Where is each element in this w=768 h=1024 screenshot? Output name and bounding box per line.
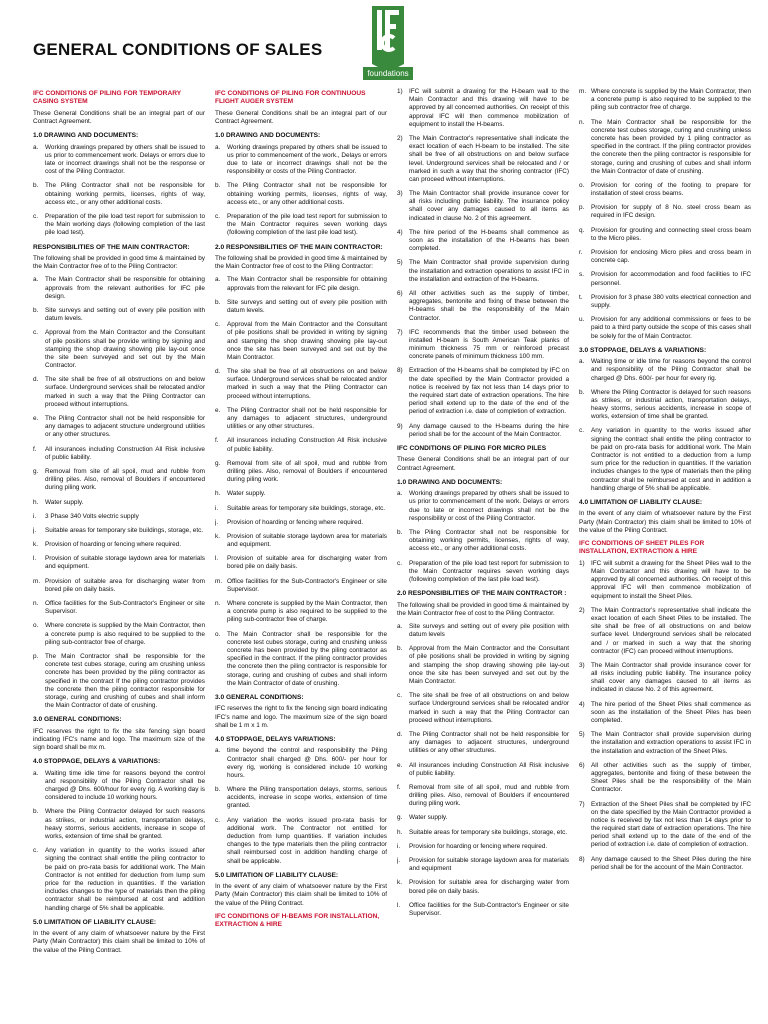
clause-item — [579, 316, 751, 341]
paragraph: These General Conditions shall be an integral part of our Contract Agreement. — [33, 109, 205, 126]
clause-text: The Main Contractor shall provide supervision during the installation and extraction operations to assist IFC in the installation and extraction of the H-beams. — [409, 259, 569, 283]
paragraph: IFC reserves the right to fix the fencing sign board indicating IFC's name and logo. The maximum size of the sign board shall be 1 m x 1 m. — [215, 705, 387, 729]
clause-text: Working drawings prepared by others shall be issued to us prior to commencement work. Delays or errors due to late or incorrect drawings shall not be the response or cost of the Piling Contractor. — [45, 143, 205, 176]
paragraph: The following shall be provided in good time & maintained by the Main Contractor free of cost to the Piling Contractor. — [397, 601, 569, 617]
clause-text: Provision for coring of the footing to prepare for installation of steel cross beams. — [591, 181, 751, 198]
clause-item — [579, 204, 751, 220]
clause-marker: l. — [397, 901, 401, 909]
clause-marker: o. — [33, 622, 39, 630]
clause-item — [33, 446, 205, 462]
clause-item — [215, 519, 387, 527]
clause-marker: 6) — [579, 761, 585, 769]
clause-text: Any variation the works issued pro-rata basis for additional work. The Contractor not entitled for deduction from lump quantities. If variation includes changes to the type materials then the piling contractor shall reimbursed cost in addition handling charge of shall be applicable. — [227, 816, 387, 865]
clause-item — [397, 259, 569, 284]
clause-marker: d. — [33, 376, 39, 384]
clause-item — [397, 731, 569, 756]
clause-text: Suitable areas for temporary site buildings, storage, etc. — [45, 526, 204, 534]
clause-marker: f. — [33, 445, 37, 453]
clause-marker: j. — [33, 526, 37, 534]
clause-text: The Piling Contractor shall not be responsible for obtaining working permits, licenses, rights of way, access etc., or any other additional costs. — [409, 528, 569, 553]
clause-marker: 9) — [397, 422, 403, 430]
clause-text: The Main Contractor shall be responsible for the concrete test cubes storage, curing and crushing unless concrete has been provided by the piling contractor as specified in the contract. If the piling contractor provides the concrete then the piling contractor is responsible for storage, curing and crushing of cubes and shall inform the Main Contractor of date of crushing. — [227, 630, 387, 687]
clause-marker: b. — [397, 645, 403, 653]
clause-text: Extraction of the H-beams shall be completed by IFC on the date specified by the Main Contractor provided a notice is received by fax not less than 14 days prior to the required start date of extraction operations. The hire period shall extend up to the date of the end of the period of extraction i.e. date of completion of extraction. — [409, 367, 569, 416]
clause-marker: l. — [33, 555, 37, 563]
clause-item — [33, 653, 205, 710]
clause-marker: 4) — [579, 700, 585, 708]
clause-text: Where concrete is supplied by the Main Contractor, then a concrete pump is also required to be supplied to the piling sub-contractor free of charge. — [227, 600, 387, 624]
clause-marker: 3) — [579, 661, 585, 669]
clause-marker: i. — [397, 842, 401, 850]
clause-text: Removal from site of all spoil, mud and rubble from drilling piles. Also, removal of Boulders if encountered during piling work. — [409, 783, 569, 808]
clause-text: IFC will submit a drawing for the H-beam wall to the Main Contractor and this drawing will have to be approved by all concerned authorities. On receipt of this approval IFC will then commence mobilization of equipment to install the H-beams. — [409, 88, 569, 128]
clause-item — [397, 857, 569, 873]
clause-marker: h. — [33, 498, 39, 506]
clause-item — [215, 747, 387, 780]
clause-text: Where the Piling Contractor delayed for such reasons as strikes, or industrial action, transportation delays, heavy storms, serious accidents, increase in scope of works, extension of time shall be granted. — [45, 808, 205, 840]
clause-text: Where concrete is supplied by the Main Contractor, then a concrete pump is also required to be supplied to the piling sub-contractor free of charge. — [45, 622, 205, 646]
clause-item — [215, 505, 387, 513]
clause-item — [33, 808, 205, 841]
column-1 — [33, 88, 205, 1018]
clause-text: Preparation of the pile load test report for submission to the Main working days (following completion of the last pile load test). — [45, 213, 205, 237]
clause-marker: c. — [215, 213, 220, 220]
clause-item — [579, 731, 751, 756]
clause-text: The site shall be free of all obstructions on and below surface Underground services shall be relocated and/or marked in such a way that the Piling Contractor can proceed without interruptions. — [409, 692, 569, 724]
paragraph: In the event of any claim of whatsoever nature by the First Party (Main Contractor) this claim shall be limited to 10% of the value of the Piling Contract. — [215, 883, 387, 907]
clause-item — [33, 182, 205, 207]
clause-marker: a. — [579, 358, 585, 366]
clause-text: The Main Contractor's representative shall indicate the exact location of each Sheet Piles to be installed. The site shall be free of all obstructions on and below surface level. Underground services shall be relocated and / or marked in such a way that the shoring contractor (IFC) can proceed without interruptions. — [591, 606, 751, 655]
clause-text: Working drawings prepared by others shall be issued to us prior to commencement of the work. Delays or errors due to late or incorrect drawings shall not be the responsibility or cost of the Piling Contractor. — [409, 490, 569, 522]
clause-text: Provision of suitable area for discharging water from bored pile on daily basis. — [227, 555, 387, 571]
clause-marker: q. — [579, 226, 585, 234]
clause-item — [397, 784, 569, 809]
clause-text: Provision for suitable storage laydown area for materials and equipment — [409, 857, 569, 873]
clause-text: The hire period of the H-beams shall commence as soon as the installation of the H-beams has been completed. — [409, 228, 569, 253]
clause-marker: e. — [215, 406, 221, 414]
clause-item — [579, 271, 751, 287]
clause-marker: d. — [215, 368, 221, 376]
clause-text: The Piling Contractor shall not be held responsible for any damages to adjacent structures, underground utilities or any other structures. — [409, 730, 569, 755]
clause-text: Provision of hoarding or fencing where required. — [227, 518, 364, 526]
clause-text: All other activities such as the supply of timber, aggregates, bentonite and fixing of these between the H-beams shall be the responsibility of the Main Contractor. — [409, 289, 569, 322]
clause-text: Extraction of the Sheet Piles shall be completed by IFC on the date specified by the Main Contractor provided a notice is received by fax not less than 14 days prior to the required start date of extraction operations. The hire period shall extend up to the date of the end of the period of extraction i.e. date of completion of extraction. — [591, 800, 751, 849]
clause-item — [397, 692, 569, 725]
clause-marker: g. — [397, 814, 403, 822]
clause-text: The Main Contractor shall be responsible for the concrete test cubes storage, curing am crushing unless concrete has been provided by the piling contractor as specified in the contract If the piling contractor provides the concrete then the piling contractor responsible for storage, curing and crushing of cubes and shall inform the Main Contractor of date of crushing. — [45, 652, 205, 710]
clause-text: Provision for suitable area for discharging water from bored pile on daily basis. — [409, 879, 569, 895]
clause-marker: 6) — [397, 289, 403, 297]
clause-item — [579, 607, 751, 656]
clause-text: IFC recommends that the timber used between the installed H-beam is South American Teak planks of minimum thickness 75 mm or reinforced precast concrete panels of minimum thickness 100 mm. — [409, 328, 569, 361]
clause-item — [33, 213, 205, 238]
clause-item — [33, 144, 205, 177]
clause-marker: a. — [33, 143, 39, 151]
clause-text: IFC will submit a drawing for the Sheet Piles wall to the Main Contractor and this drawing will have to be approved by all concerned authorities. On receipt of this approval IFC will then commence mobilization of equipment to install the Sheet Piles. — [591, 559, 751, 600]
clause-marker: 1) — [579, 559, 585, 567]
clause-text: Approval from the Main Contractor and the Consultant of pile positions shall be provide writing by signing and stamping the shop drawing showing pile lay-out once the site been surveyed and set out by the Main Contractor. — [45, 329, 205, 370]
clause-item — [397, 135, 569, 184]
conditions-columns — [33, 88, 753, 1018]
clause-marker: 8) — [579, 855, 585, 863]
clause-marker: 4) — [397, 228, 403, 236]
clause-item — [579, 182, 751, 198]
clause-text: The Piling Contractor shall not be held responsible for any damages to adjacent structures, underground utilities or any other structures. — [227, 406, 387, 431]
clause-item — [215, 437, 387, 453]
clause-item — [579, 427, 751, 493]
clause-marker: 5) — [397, 259, 403, 267]
clause-text: The Main Contractor shall be responsible for the concrete test cubes storage, curing and crushing unless concrete has been provided by 1 piling contractor as specified in the contract. If the piling contractor provides the concrete then the piling contractor is responsible for storage, curing and crushing of cubes and shall inform the Main Contractor of date of crushing. — [591, 118, 751, 175]
clause-marker: h. — [215, 490, 221, 498]
clause-marker: t. — [579, 293, 583, 301]
clause-item — [33, 468, 205, 493]
clause-item — [33, 555, 205, 571]
clause-marker: g. — [33, 467, 39, 475]
clause-text: Approval from the Main Contractor and the Consultant of pile positions shall be provided in writing by signing and stamping the shop drawing showing pile lay-out once the site has been surveyed and set out by the Main Contractor. — [227, 321, 387, 361]
clause-item — [33, 622, 205, 647]
clause-item — [579, 358, 751, 383]
clause-text: Any variation in quantity to the works issued after signing the contract shall entitle the piling contractor to be paid on pro-rata basis for additional work. The Main Contractor is not entitled for deduction from lump sum price for the reduction in quantities. If the variation includes changes to the type of materials then the piling contractor shall be reimbursed at cost and addition handling charge of 5% shall be applicable. — [45, 847, 205, 912]
clause-text: All insurances including Construction All Risk inclusive of public liability. — [227, 437, 387, 453]
clause-marker: e. — [397, 761, 403, 769]
clause-marker: n. — [215, 600, 221, 607]
clause-item — [33, 376, 205, 409]
clause-text: Site surveys and setting out of every pile position with datum levels. — [227, 298, 387, 314]
clause-item — [33, 770, 205, 803]
section-heading: 1.0 DRAWING AND DOCUMENTS: — [397, 478, 503, 486]
section-heading: 4.0 LIMITATION OF LIABILITY CLAUSE: — [579, 498, 703, 506]
clause-item — [579, 119, 751, 176]
clause-marker: k. — [215, 532, 220, 540]
clause-marker: b. — [215, 298, 221, 306]
clause-marker: i. — [215, 504, 219, 512]
clause-marker: e. — [33, 415, 39, 422]
clause-item — [397, 843, 569, 851]
clause-marker: m. — [579, 88, 587, 95]
clause-text: Waiting time idle time for reasons beyond the control and responsibility of the Piling Contractor shall be charged @ Dhs. 600/hour for every rig. A working day is considered to include 10 working hours. — [45, 769, 205, 802]
clause-text: The Main Contractor shall provide supervision during the installation and extraction operations to assist IFC in the installation and extraction of the Sheet Piles. — [591, 731, 751, 755]
clause-item — [33, 541, 205, 549]
clause-marker: 2) — [397, 134, 403, 142]
clause-marker: c. — [33, 847, 38, 855]
clause-text: The Main Contractor shall provide insurance cover for all risks including public liability. The insurance policy shall cover any damages caused to all items as indicated in clause No. 2 of this agreement. — [409, 190, 569, 222]
clause-marker: a. — [215, 276, 221, 284]
clause-item — [33, 329, 205, 370]
clause-marker: n. — [33, 600, 39, 607]
clause-marker: 7) — [579, 800, 585, 808]
clause-marker: c. — [33, 329, 38, 337]
clause-marker: a. — [215, 747, 221, 755]
clause-item — [215, 182, 387, 207]
section-heading: 2.0 RESPONSIBILITIES OF THE MAIN CONTRACTOR: — [215, 243, 383, 251]
clause-item — [33, 415, 205, 440]
clause-item — [215, 321, 387, 362]
clause-marker: r. — [579, 249, 583, 256]
clause-marker: f. — [215, 437, 219, 445]
clause-item — [397, 560, 569, 585]
clause-item — [579, 227, 751, 243]
clause-text: The Main Contractor shall be responsible for obtaining approvals from the relevant for IFC pile design. — [227, 276, 387, 292]
paragraph: These General Conditions shall be an integral part of our Contract Agreement. — [397, 456, 569, 472]
clause-text: Office facilities for the Sub-Contractor's Engineer or site Supervisor. — [45, 600, 205, 616]
clause-text: Water supply. — [45, 498, 84, 506]
clause-item — [397, 490, 569, 523]
clause-item — [579, 801, 751, 850]
clause-marker: b. — [33, 182, 39, 190]
section-title: IFC CONDITIONS OF SHEET PILES FOR INSTALLATION, EXTRACTION & HIRE — [579, 539, 705, 556]
clause-text: Provision of suitable area for discharging water from bored pile on daily basis. — [45, 577, 205, 593]
section-heading: 3.0 STOPPAGE, DELAYS & VARIATIONS: — [579, 346, 707, 354]
clause-item — [397, 367, 569, 416]
clause-item — [215, 786, 387, 811]
clause-item — [215, 407, 387, 432]
clause-item — [579, 294, 751, 310]
clause-item — [397, 829, 569, 837]
clause-item — [397, 229, 569, 254]
clause-text: The Main Contractor's representative shall indicate the exact location of each H-beam to be installed. The site shall be free of all obstructions on and below surface level. Underground services shall be relocated and / or marked in such a way that the shoring contractor (IFC) can proceed without interruptions. — [409, 134, 569, 183]
clause-marker: s. — [579, 271, 584, 279]
clause-text: The Piling Contractor shall not be held responsible for any damages to adjacent structure underground utilities or any other structures. — [45, 415, 205, 439]
clause-text: Provision of suitable storage laydown area for materials and equipment. — [45, 555, 205, 571]
clause-text: Site surveys and setting out of every pile position with datum levels — [409, 622, 569, 639]
clause-text: Any damage caused to the H-beams during the hire period shall be for the account of the Main Contractor. — [409, 422, 569, 438]
clause-marker: o. — [215, 630, 221, 638]
clause-text: The Piling Contractor shall not be responsible for obtaining working permits, licenses, rights of way, access etc., or any other additional costs. — [45, 182, 205, 206]
clause-marker: i. — [33, 512, 37, 520]
clause-item — [215, 600, 387, 625]
clause-marker: n. — [579, 118, 585, 126]
clause-item — [33, 600, 205, 616]
clause-text: Preparation of the pile load test report for submission to the Main Contractor requires seven working days (following completion of the last pile load test). — [409, 559, 569, 583]
clause-text: The Main Contractor shall be responsible for obtaining approvals from the relevant authorities for IFC pile design. — [45, 276, 205, 300]
clause-item — [215, 276, 387, 292]
clause-item — [215, 299, 387, 315]
clause-text: Water supply. — [409, 814, 448, 822]
clause-marker: c. — [397, 559, 402, 567]
clause-text: Where the Piling transportation delays, storms, serious accidents, increase in scope works, extension of time granted. — [227, 786, 387, 810]
clause-marker: 3) — [397, 190, 403, 198]
clause-item — [579, 662, 751, 695]
clause-item — [397, 423, 569, 439]
clause-marker: c. — [33, 213, 38, 220]
clause-item — [215, 368, 387, 401]
clause-marker: c. — [579, 427, 584, 435]
clause-text: Where concrete is supplied by the Main Contractor, then a concrete pump is also required to be supplied to the piling sub contractor free of charge. — [591, 88, 751, 112]
clause-item — [215, 213, 387, 238]
clause-item — [397, 645, 569, 686]
clause-marker: a. — [33, 769, 39, 777]
clause-item — [579, 389, 751, 422]
clause-text: Preparation of the pile load test report for submission to the Main Contractor requires seven working days (following completion of the last pile load test). — [227, 213, 387, 237]
clause-marker: p. — [579, 204, 585, 212]
clause-item — [33, 847, 205, 913]
clause-marker: a. — [215, 143, 221, 151]
section-heading: 3.0 GENERAL CONDITIONS: — [33, 716, 122, 724]
clause-item — [579, 762, 751, 795]
clause-item — [215, 533, 387, 549]
clause-text: Provision for supply of 8 No. steel cross beam as required in IFC design. — [591, 204, 751, 220]
clause-text: Approval from the Main Contractor and the Consultant of pile positions shall be provided in writing by signing and stamping the shop drawing showing pile lay-out once the site has been surveyed and set out by the Main Contractor. — [409, 645, 569, 685]
paragraph: The following shall be provided in good time & maintained by the Main Contractor free of to the Piling Contractor: — [33, 255, 205, 271]
clause-text: Provision for grouting and connecting steel cross beam to the Micro piles. — [591, 226, 751, 242]
clause-text: All other activities such as the supply of timber, aggregates, bentonite and fixing of these between the Sheet Piles shall be the responsibility of the Main Contractor. — [591, 761, 751, 794]
clause-marker: k. — [397, 879, 402, 887]
clause-marker: b. — [33, 808, 39, 816]
column-3 — [397, 88, 569, 1018]
clause-text: Where the Piling Contractor is delayed for such reasons as strikes, or industrial action, transportation delays, heavy storms, serious accidents, increase in scope of works, extension of time shall be granted. — [591, 388, 751, 421]
clause-marker: p. — [33, 652, 39, 660]
clause-marker: f. — [397, 783, 401, 791]
clause-text: The hire period of the Sheet Piles shall commence as soon as the installation of the Sheet Piles has been completed. — [591, 700, 751, 724]
clause-item — [215, 631, 387, 688]
clause-item — [579, 856, 751, 872]
clause-marker: m. — [215, 577, 223, 585]
clause-item — [397, 879, 569, 895]
clause-item — [397, 902, 569, 918]
clause-marker: u. — [579, 316, 585, 324]
section-heading: 4.0 STOPPAGE, DELAYS & VARIATIONS: — [33, 758, 161, 766]
clause-text: Any variation in quantity to the works issued after signing the contract shall entitle the piling contractor to be paid on pro-rata basis for additional work. The Main Contractor is not entitled to a deduction from a lump sum price for the reduction in quantities. If the variation includes changes to the type of materials then the piling contractor shall be reimbursed at cost and in addition a handling charge of 5% shall be applicable. — [591, 427, 751, 492]
clause-marker: l. — [215, 555, 219, 563]
section-heading: IFC CONDITIONS OF PILING FOR MICRO PILES — [397, 444, 547, 452]
clause-text: Office facilities for the Sub-Contractor's Engineer or site Supervisor. — [227, 577, 387, 593]
clause-text: Provision for accommodation and food facilities to IFC personnel. — [591, 271, 751, 287]
section-heading: 4.0 STOPPAGE, DELAYS VARIATIONS: — [215, 735, 336, 743]
clause-marker: c. — [215, 816, 220, 824]
section-heading: 1.0 DRAWING AND DOCUMENTS: — [33, 132, 139, 140]
column-2 — [215, 88, 387, 1018]
clause-item — [33, 578, 205, 594]
clause-text: Water supply. — [227, 490, 266, 498]
section-heading: 2.0 RESPONSIBILITIES OF THE MAIN CONTRACTOR : — [397, 590, 567, 598]
paragraph: In the event of any claim of whatsoever nature by the First Party (Main Contractor) this claim shall be limited to 10% of the value of the Piling Contract. — [579, 510, 751, 534]
clause-marker: o. — [579, 181, 585, 189]
clause-item — [397, 762, 569, 778]
clause-marker: 5) — [579, 731, 585, 739]
clause-text: Removal from site of all spoil, mud and rubble from drilling piles. Also, removal of Boulders if encountered during piling work. — [227, 459, 387, 484]
clause-text: Provision of suitable storage laydown area for materials and equipment. — [227, 532, 387, 549]
clause-marker: b. — [397, 528, 403, 536]
clause-text: 3 Phase 340 Volts electric supply — [45, 512, 139, 520]
clause-marker: c. — [397, 692, 402, 700]
section-heading: 5.0 LIMITATION OF LIABILITY CLAUSE: — [215, 871, 339, 879]
paragraph: The following shall be provided in good time & maintained by the Main Contractor free of cost to the Piling Contractor: — [215, 255, 387, 271]
clause-text: The site shall be free of all obstructions on and below surface. Underground services shall be relocated and/or marked in such a way that the Piling Contractor can proceed without interruptions. — [45, 376, 205, 408]
clause-text: Provision for hoarding or fencing where required. — [409, 842, 548, 850]
clause-item — [579, 701, 751, 726]
clause-item — [579, 88, 751, 113]
clause-marker: a. — [397, 622, 403, 630]
clause-text: Suitable areas for temporary site buildings, storage, etc. — [227, 504, 386, 512]
company-logo — [363, 4, 413, 80]
clause-marker: 7) — [397, 328, 403, 336]
clause-item — [33, 513, 205, 521]
clause-marker: b. — [215, 182, 221, 190]
clause-item — [579, 560, 751, 601]
clause-text: time beyond the control and responsibility the Piling Contractor shall charged @ Dhs. 600/- per hour for every rig, working is considered include 10 working hours. — [227, 747, 387, 779]
clause-item — [397, 623, 569, 639]
section-heading: 5.0 LIMITATION OF LIABILITY CLAUSE: — [33, 918, 157, 926]
clause-text: Site surveys and setting out of every pile position with datum levels. — [45, 306, 205, 323]
clause-item — [397, 290, 569, 323]
clause-text: Waiting time or idle time for reasons beyond the control and responsibility of the Piling Contractor shall be charged @ Dhs. 600/- per hour for every rig. — [591, 358, 751, 382]
clause-marker: a. — [33, 276, 39, 284]
clause-marker: d. — [397, 730, 403, 738]
clause-text: Suitable areas for temporary site buildings, storage, etc. — [409, 828, 568, 836]
clause-marker: m. — [33, 577, 41, 585]
clause-text: Provision of hoarding or fencing where required. — [45, 541, 182, 549]
clause-item — [33, 499, 205, 507]
clause-marker: c. — [215, 321, 220, 329]
clause-item — [579, 249, 751, 265]
clause-marker: b. — [215, 786, 221, 794]
clause-text: The site shall be free of all obstructions on and below surface. Underground services shall be relocated and/or marked in such a way that the Piling Contractor can proceed without interruptions. — [227, 368, 387, 400]
clause-marker: g. — [215, 459, 221, 467]
clause-item — [397, 190, 569, 223]
clause-item — [215, 555, 387, 571]
clause-text: The Piling Contractor shall not be responsible for obtaining working permits, licenses, rights of way, access etc., or any other additional costs. — [227, 182, 387, 206]
clause-item — [397, 529, 569, 554]
clause-item — [397, 329, 569, 362]
clause-marker: 8) — [397, 367, 403, 375]
page-title: GENERAL CONDITIONS OF SALES — [33, 40, 323, 59]
clause-marker: k. — [33, 541, 38, 549]
clause-marker: h. — [397, 828, 403, 836]
clause-item — [397, 88, 569, 129]
section-title: IFC CONDITIONS OF PILING FOR TEMPORARY CASING SYSTEM — [33, 90, 181, 106]
clause-item — [33, 527, 205, 535]
logo-text: foundations — [367, 69, 409, 78]
clause-text: Provision for 3 phase 380 volts electrical connection and supply. — [591, 293, 751, 309]
clause-text: Office facilities for the Sub-Contractor's Engineer or site Supervisor. — [409, 901, 569, 917]
paragraph: In the event of any claim of whatsoever nature by the First Party (Main Contractor) this claim shall be limited to 10% of the value of the Piling Contract. — [33, 930, 205, 954]
clause-marker: j. — [215, 518, 219, 526]
section-heading: 3.0 GENERAL CONDITIONS: — [215, 693, 304, 701]
clause-text: Any damage caused to the Sheet Piles during the hire period shall be for the account of the Main Contractor. — [591, 855, 751, 871]
clause-text: Removal from site of all spoil, mud and rubble from drilling piles. Also, removal of Boulders if encountered during piling work. — [45, 467, 205, 492]
section-title: IFC CONDITIONS OF H-BEAMS FOR INSTALLATION, EXTRACTION & HIRE — [215, 912, 380, 929]
clause-item — [33, 307, 205, 323]
section-heading: RESPONSIBILITIES OF THE MAIN CONTRACTOR: — [33, 243, 190, 251]
clause-item — [215, 817, 387, 866]
clause-item — [397, 814, 569, 822]
clause-marker: 2) — [579, 606, 585, 614]
clause-marker: 1) — [397, 88, 403, 95]
section-heading: 1.0 DRAWING AND DOCUMENTS: — [215, 132, 321, 140]
section-title: IFC CONDITIONS OF PILING FOR CONTINUOUS FLIGHT AUGER SYSTEM — [215, 90, 366, 106]
clause-item — [215, 460, 387, 485]
clause-text: Provision for any additional commissions or fees to be paid to a third party outside the scope of this cases shall be solely for the of Main Contractor. — [591, 316, 751, 340]
clause-item — [215, 490, 387, 498]
clause-text: Working drawings prepared by others shall be issued to us prior to commencement of the work., Delays or errors due to late or incorrect drawings shall not be the responsibility or costs of the Piling Contractor. — [227, 143, 387, 176]
clause-marker: b. — [33, 306, 39, 314]
clause-text: Provision for enclosing Micro piles and cross beam in concrete cap. — [591, 249, 751, 265]
column-4 — [579, 88, 751, 1018]
clause-item — [215, 578, 387, 594]
clause-item — [33, 276, 205, 301]
clause-item — [215, 144, 387, 177]
clause-marker: j. — [397, 857, 401, 864]
clause-text: All insurances including Construction All Risk inclusive of public liability. — [409, 761, 569, 777]
clause-text: The Main Contractor shall provide insurance cover for all risks including public liability. The insurance policy shall cover any damages caused to all items as indicated in clause No. 2 of this agreement. — [591, 661, 751, 694]
paragraph: IFC reserves the right to fix the site fencing sign board indicating IFC's name and logo. The maximum size of the sign board shall be mx m. — [33, 727, 205, 752]
clause-marker: b. — [579, 388, 585, 396]
paragraph: These General Conditions shall be an integral part of our Contract Agreement. — [215, 109, 387, 126]
clause-marker: a. — [397, 490, 403, 498]
clause-text: All insurances including Construction All Risk inclusive of public liability. — [45, 445, 205, 461]
